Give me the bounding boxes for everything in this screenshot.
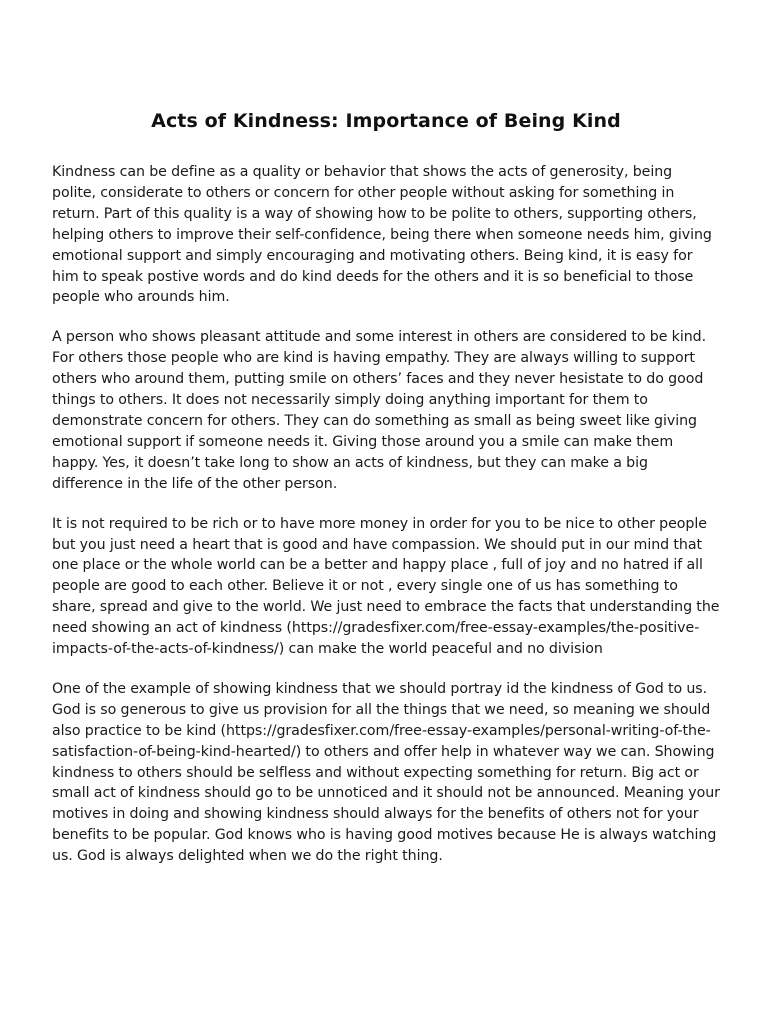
paragraph-2: A person who shows pleasant attitude and some interest in others are considered to be kind. For others those people who are kind is having empathy. They are always willing to support others who around them, putting smile on others’ faces and they never hesistate to do good things to others. It does not necessarily simply doing anything important for them to demonstrate concern for others. They can do something as small as being sweet like giving emotional support if someone needs it. Giving those around you a smile can make them happy. Yes, it doesn’t take long to show an acts of kindness, but they can make a big difference in the life of the other person. [52, 329, 707, 492]
paragraph-1: Kindness can be define as a quality or behavior that shows the acts of generosity, being polite, considerate to others or concern for other people without asking for something in return. Part of this quality is a way of showing how to be polite to others, supporting others, helping others to improve their self-confidence, being there when someone needs him, giving emotional support and simply encouraging and motivating others. Being kind, it is easy for him to speak postive words and do kind deeds for the others and it is so beneficial to those people who arounds him. [52, 164, 712, 306]
paragraph-3: It is not required to be rich or to have more money in order for you to be nice to other people but you just need a heart that is good and have compassion. We should put in our mind that one place or the whole world can be a better and happy place , full of joy and no hatred if all people are good to each other. Believe it or not , every single one of us has something to share, spread and give to the world. We just need to embrace the facts that understanding the need showing an act of kindness (https://gradesfixer.com/free-essay-examples/the-positive-impacts-of-the-acts-of-kindness/) can make the world peaceful and no division [52, 515, 720, 658]
document-page [52, 108, 720, 886]
document-title: Acts of Kindness: Importance of Being Kind [151, 110, 621, 132]
paragraph-4: One of the example of showing kindness that we should portray id the kindness of God to us. God is so generous to give us provision for all the things that we need, so meaning we should also practice to be kind (https://gradesfixer.com/free-essay-examples/personal-writing-of-the-satisfaction-of-being-kind-hearted/) to others and offer help in whatever way we can. Showing kindness to others should be selfless and without expecting something for return. Big act or small act of kindness should go to be unnoticed and it should not be announced. Meaning your motives in doing and showing kindness should always for the benefits of others not for your benefits to be popular. God knows who is having good motives because He is always watching us. God is always delighted when we do the right thing. [52, 680, 720, 865]
